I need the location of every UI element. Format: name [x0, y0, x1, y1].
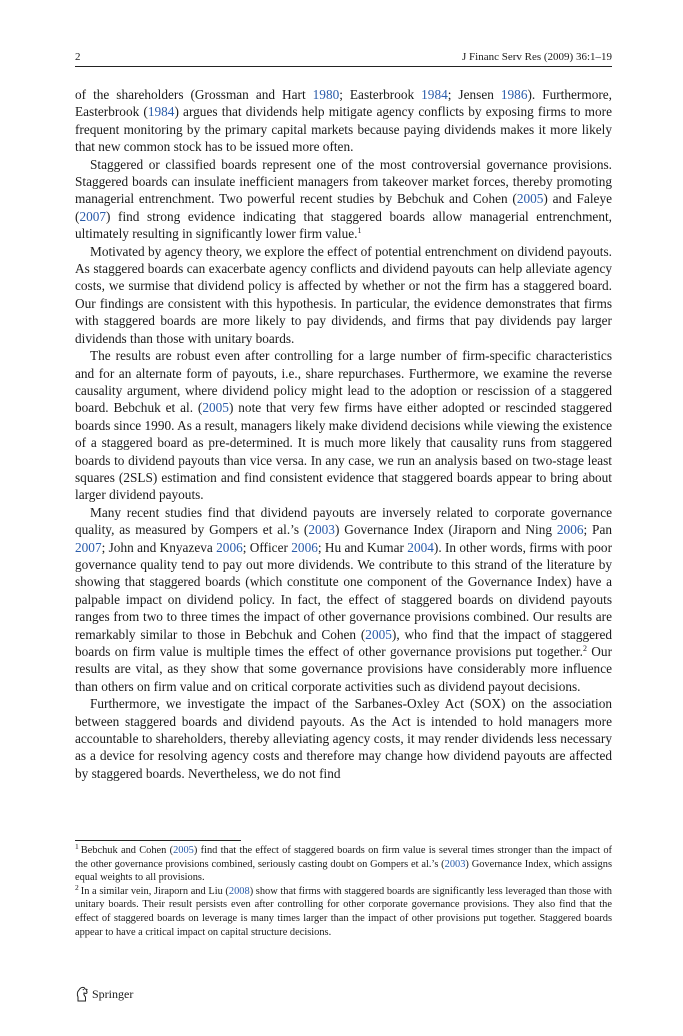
citation-link[interactable]: 2007	[75, 539, 102, 555]
citation-link[interactable]: 2006	[216, 539, 243, 555]
running-header	[75, 48, 612, 67]
paragraph-2: Staggered or classified boards represent one of the most controversial governance provisions. Staggered boards can insulate inefficient managers from takeover market forces, thereby promoting managerial entrenchment. Two powerful recent studies by Bebchuk and Cohen (2005) and Faleye (2007) find strong evidence indicating that staggered boards allow managerial entrenchment, ultimately resulting in significantly lower firm value.$^1$	[75, 156, 613, 242]
citation-link[interactable]: 2005	[365, 626, 392, 642]
paragraph-3: Motivated by agency theory, we explore the effect of potential entrenchment on dividend payouts. As staggered boards can exacerbate agency conflicts and dividend payouts can help alleviate agency costs, we surmise that dividend policy is affected by whether or not the firm has a staggered board. Our findings are consistent with this hypothesis. In particular, the evidence demonstrates that firms with staggered boards are more likely to pay dividends, and firms that pay dividends pay larger dividends than those with unitary boards.	[75, 243, 612, 346]
paragraph-4: The results are robust even after controlling for a large number of firm-specific characteristics and for an alternate form of payouts, i.e., share repurchases. Furthermore, we examine the reverse causality argument, where dividend policy might lead to the adoption or rescission of a staggered board. Bebchuk et al. (2005) note that very few firms have either adopted or rescinded staggered boards since 1990. As a result, managers likely make dividend decisions while viewing the existence of a staggered board as pre-determined. It is much more likely that causality runs from staggered boards to dividend payouts than vice versa. In any case, we run an analysis based on two-stage least squares (2SLS) estimation and find consistent evidence that staggered boards appear to bring about larger dividend payouts.	[75, 348, 613, 503]
footnote-number: 2	[75, 882, 79, 892]
citation-link[interactable]: 2004	[407, 539, 434, 555]
citation-link[interactable]: 1986	[500, 87, 528, 102]
citation-link[interactable]: 2003	[444, 858, 466, 870]
citation-link[interactable]: 2007	[79, 208, 107, 224]
paragraph-6: Furthermore, we investigate the impact of the Sarbanes-Oxley Act (SOX) on the association between staggered boards and dividend payouts. As the Act is intended to hold managers more accountable to shareholders, thereby alleviating agency costs, it may render dividends less necessary as a device for resolving agency costs and therefore may change how dividend payouts are affected by staggered boards. Nevertheless, we do not find	[75, 696, 612, 781]
page-footer	[75, 986, 133, 1002]
footnote-1: $^1$ Bebchuk and Cohen (2005) find that the effect of staggered boards on firm value is several times stronger than the impact of the other governance provisions combined, seriously casting doubt on Gompers et al.’s (2003) Governance Index, which assigns equal weights to all provisions.	[75, 842, 613, 884]
paragraph-5: Many recent studies find that dividend payouts are inversely related to corporate governance quality, as measured by Gompers et al.’s (2003) Governance Index (Jiraporn and Ning 2006; Pan 2007; John and Knyazeva 2006; Officer 2006; Hu and Kumar 2004). In other words, firms with poor governance quality tend to pay out more dividends. We contribute to this strand of the literature by showing that staggered boards (which constitute one component of the Governance Index) have a palpable impact on dividend policy. In fact, the effect of staggered boards on dividend payouts ranges from two to three times the impact of other governance provisions combined. Our results are remarkably similar to those in Bebchuk and Cohen (2005), who find that the impact of staggered boards on firm value is multiple times the effect of other governance provisions put together.$^2$ Our results are vital, as they show that some governance provisions have considerably more influence than others on firm value and on critical corporate activities such as dividend payout decisions.	[75, 504, 612, 694]
citation-link[interactable]: 2006	[556, 522, 584, 538]
main-text	[75, 86, 612, 782]
publisher-name: Springer	[92, 986, 134, 1001]
citation-link[interactable]: 2005	[202, 400, 229, 416]
footnotes	[75, 844, 612, 939]
citation-link[interactable]: 2005	[173, 845, 194, 856]
citation-link[interactable]: 2006	[291, 539, 318, 555]
footnote-marker[interactable]: 2	[582, 644, 587, 653]
footnote-number: 1	[75, 842, 79, 851]
citation-link[interactable]: 1980	[312, 87, 340, 102]
footnote-2: $^2$ In a similar vein, Jiraporn and Liu (2008) show that firms with staggered boards are significantly less leveraged than those with unitary boards. Their result persists even after controlling for other corporate governance provisions. They also find that the effect of staggered boards on leverage is many times larger than the impact of other provisions put together. Staggered boards appear to have a critical impact on capital structure decisions.	[75, 882, 612, 938]
citation-link[interactable]: 2005	[516, 191, 544, 207]
citation-link[interactable]: 1984	[421, 87, 448, 102]
springer-knight-icon	[75, 986, 89, 1002]
page-number: 2	[75, 51, 81, 63]
paragraph-1: of the shareholders (Grossman and Hart 1980; Easterbrook 1984; Jensen 1986). Furthermore, Easterbrook (1984) argues that dividends help mitigate agency conflicts by exposing firms to more frequent monitoring by the primary capital markets because paying dividends makes it more likely that new common stock has to be issued more often.	[75, 87, 613, 155]
footnote-marker[interactable]: 1	[357, 226, 362, 236]
citation-link[interactable]: 1984	[147, 104, 175, 120]
citation-link[interactable]: 2008	[228, 885, 250, 897]
journal-citation: J Financ Serv Res (2009) 36:1–19	[461, 51, 612, 63]
citation-link[interactable]: 2003	[308, 522, 335, 538]
footnote-divider	[75, 840, 241, 841]
